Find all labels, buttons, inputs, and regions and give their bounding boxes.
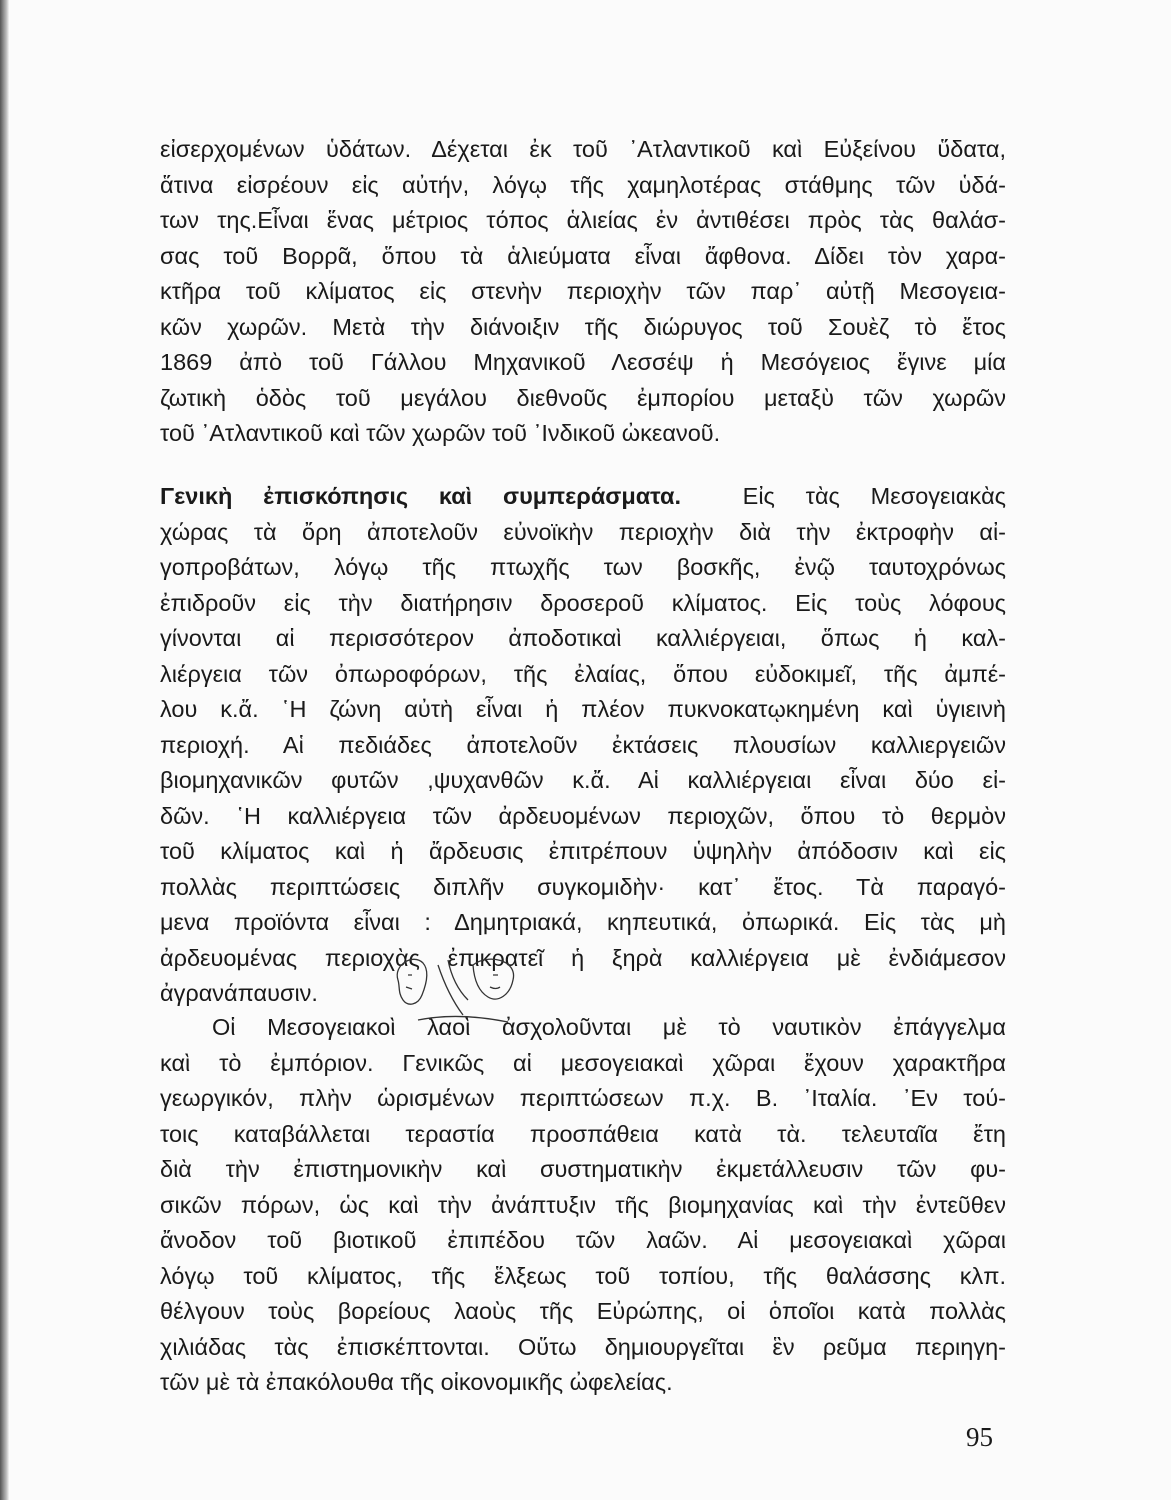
text-line: τῶν μὲ τὰ ἐπακόλουθα τῆς οἰκονομικῆς ὠφελείας. [160, 1369, 673, 1395]
text-line: χιλιάδας τὰς ἐπισκέπτονται. Οὕτω δημιουργεῖται ἓν ρεῦμα περιηγη- [160, 1333, 1006, 1360]
text-line: τοῦ κλίματος καὶ ἡ ἄρδευσις ἐπιτρέπουν ὑψηλὴν ἀπόδοσιν καὶ εἰς [160, 838, 1006, 864]
text-line: τοις καταβάλλεται τεραστία προσπάθεια κατὰ τὰ. τελευταῖα ἔτη [160, 1120, 1006, 1147]
text-line: καὶ τὸ ἐμπόριον. Γενικῶς αἱ μεσογειακαὶ χῶραι ἔχουν χαρακτῆρα [160, 1049, 1006, 1076]
text-line: κῶν χωρῶν. Μετὰ τὴν διάνοιξιν τῆς διώρυγος τοῦ Σουὲζ τὸ ἔτος [160, 313, 1006, 340]
text-line: βιομηχανικῶν φυτῶν ,ψυχανθῶν κ.ἄ. Αἱ καλλιέργειαι εἶναι δύο εἰ- [160, 767, 1006, 793]
text-line: κτῆρα τοῦ κλίματος εἰς στενὴν περιοχὴν τῶν παρ᾿ αὐτῇ Μεσογεια- [160, 278, 1006, 304]
text-line: λου κ.ἄ. ῾Η ζώνη αὐτὴ εἶναι ἡ πλέον πυκνοκατῳκημένη καὶ ὑγιεινὴ [160, 696, 1006, 722]
text-line [160, 479, 1006, 515]
text-line: ζωτικὴ ὁδὸς τοῦ μεγάλου διεθνοῦς ἐμπορίου μεταξὺ τῶν χωρῶν [160, 384, 1006, 411]
text-line: 1869 ἀπὸ τοῦ Γάλλου Μηχανικοῦ Λεσσέψ ἡ Μεσόγειος ἔγινε μία [160, 349, 1006, 375]
text-line: σας τοῦ Βορρᾶ, ὅπου τὰ ἁλιεύματα εἶναι ἄφθονα. Δίδει τὸν χαρα- [160, 242, 1006, 269]
text-line: γεωργικόν, πλὴν ὡρισμένων περιπτώσεων π.χ. Β. ᾿Ιταλία. ᾿Εν τού- [160, 1085, 1006, 1111]
text-line: λόγῳ τοῦ κλίματος, τῆς ἕλξεως τοῦ τοπίου, τῆς θαλάσσης κλπ. [160, 1262, 1006, 1289]
text-line: δῶν. ῾Η καλλιέργεια τῶν ἀρδευομένων περιοχῶν, ὅπου τὸ θερμὸν [160, 802, 1006, 829]
paragraph-3 [160, 1010, 1006, 1401]
text-line: περιοχή. Αἱ πεδιάδες ἀποτελοῦν ἐκτάσεις πλουσίων καλλιεργειῶν [160, 731, 1006, 758]
page-number: 95 [966, 1422, 993, 1452]
text-line: Οἱ Μεσογειακοὶ λαοὶ ἀσχολοῦνται μὲ τὸ ναυτικὸν ἐπάγγελμα [212, 1014, 1006, 1040]
text-line: διὰ τὴν ἐπιστημονικὴν καὶ συστηματικὴν ἐκμετάλλευσιν τῶν φυ- [160, 1156, 1006, 1182]
paragraph-1 [160, 132, 1006, 452]
text-line: χώρας τὰ ὄρη ἀποτελοῦν εὐνοϊκὴν περιοχὴν διὰ τὴν ἐκτροφὴν αἰ- [160, 518, 1006, 545]
text-line: τοῦ ᾿Ατλαντικοῦ καὶ τῶν χωρῶν τοῦ ᾿Ινδικοῦ ὠκεανοῦ. [160, 420, 721, 446]
text-span: Εἰς τὰς Μεσογειακὰς [742, 483, 1007, 509]
text-line: ἀγρανάπαυσιν. [160, 980, 318, 1006]
section-heading: Γενικὴ ἐπισκόπησις καὶ συμπεράσματα. [160, 483, 681, 509]
text-line: ἐπιδροῦν εἰς τὴν διατήρησιν δροσεροῦ κλίματος. Εἰς τοὺς λόφους [160, 589, 1006, 616]
text-line: ἅτινα εἰσρέουν εἰς αὐτήν, λόγῳ τῆς χαμηλοτέρας στάθμης τῶν ὑδά- [160, 171, 1006, 198]
paragraph-2 [160, 479, 1006, 1012]
text-line: γίνονται αἱ περισσότερον ἀποδοτικαὶ καλλιέργειαι, ὅπως ἡ καλ- [160, 625, 1006, 651]
pencil-sketch-doodle-icon [378, 945, 538, 1035]
text-line: γοπροβάτων, λόγῳ τῆς πτωχῆς των βοσκῆς, ἐνῷ ταυτοχρόνως [160, 554, 1006, 580]
text-line: ἀρδευομένας περιοχὰς ἐπικρατεῖ ἡ ξηρὰ καλλιέργεια μὲ ἐνδιάμεσον [160, 944, 1006, 971]
scan-edge-shadow [0, 0, 9, 1500]
text-line: θέλγουν τοὺς βορείους λαοὺς τῆς Εὐρώπης, οἱ ὁποῖοι κατὰ πολλὰς [160, 1298, 1006, 1324]
text-line: των της.Εἶναι ἕνας μέτριος τόπος ἁλιείας ἐν ἀντιθέσει πρὸς τὰς θαλάσ- [160, 207, 1006, 233]
text-line: πολλὰς περιπτώσεις διπλῆν συγκομιδὴν· κατ᾿ ἔτος. Τὰ παραγό- [160, 873, 1006, 900]
text-line: μενα προϊόντα εἶναι : Δημητριακά, κηπευτικά, ὀπωρικά. Εἰς τὰς μὴ [160, 909, 1006, 935]
text-line: σικῶν πόρων, ὡς καὶ τὴν ἀνάπτυξιν τῆς βιομηχανίας καὶ τὴν ἐντεῦθεν [160, 1191, 1006, 1218]
text-line: ἄνοδον τοῦ βιοτικοῦ ἐπιπέδου τῶν λαῶν. Αἱ μεσογειακαὶ χῶραι [160, 1227, 1006, 1253]
text-line: εἰσερχομένων ὑδάτων. Δέχεται ἐκ τοῦ ᾿Ατλαντικοῦ καὶ Εὐξείνου ὕδατα, [160, 136, 1006, 162]
text-line: λιέργεια τῶν ὀπωροφόρων, τῆς ἐλαίας, ὅπου εὐδοκιμεῖ, τῆς ἀμπέ- [160, 660, 1006, 687]
